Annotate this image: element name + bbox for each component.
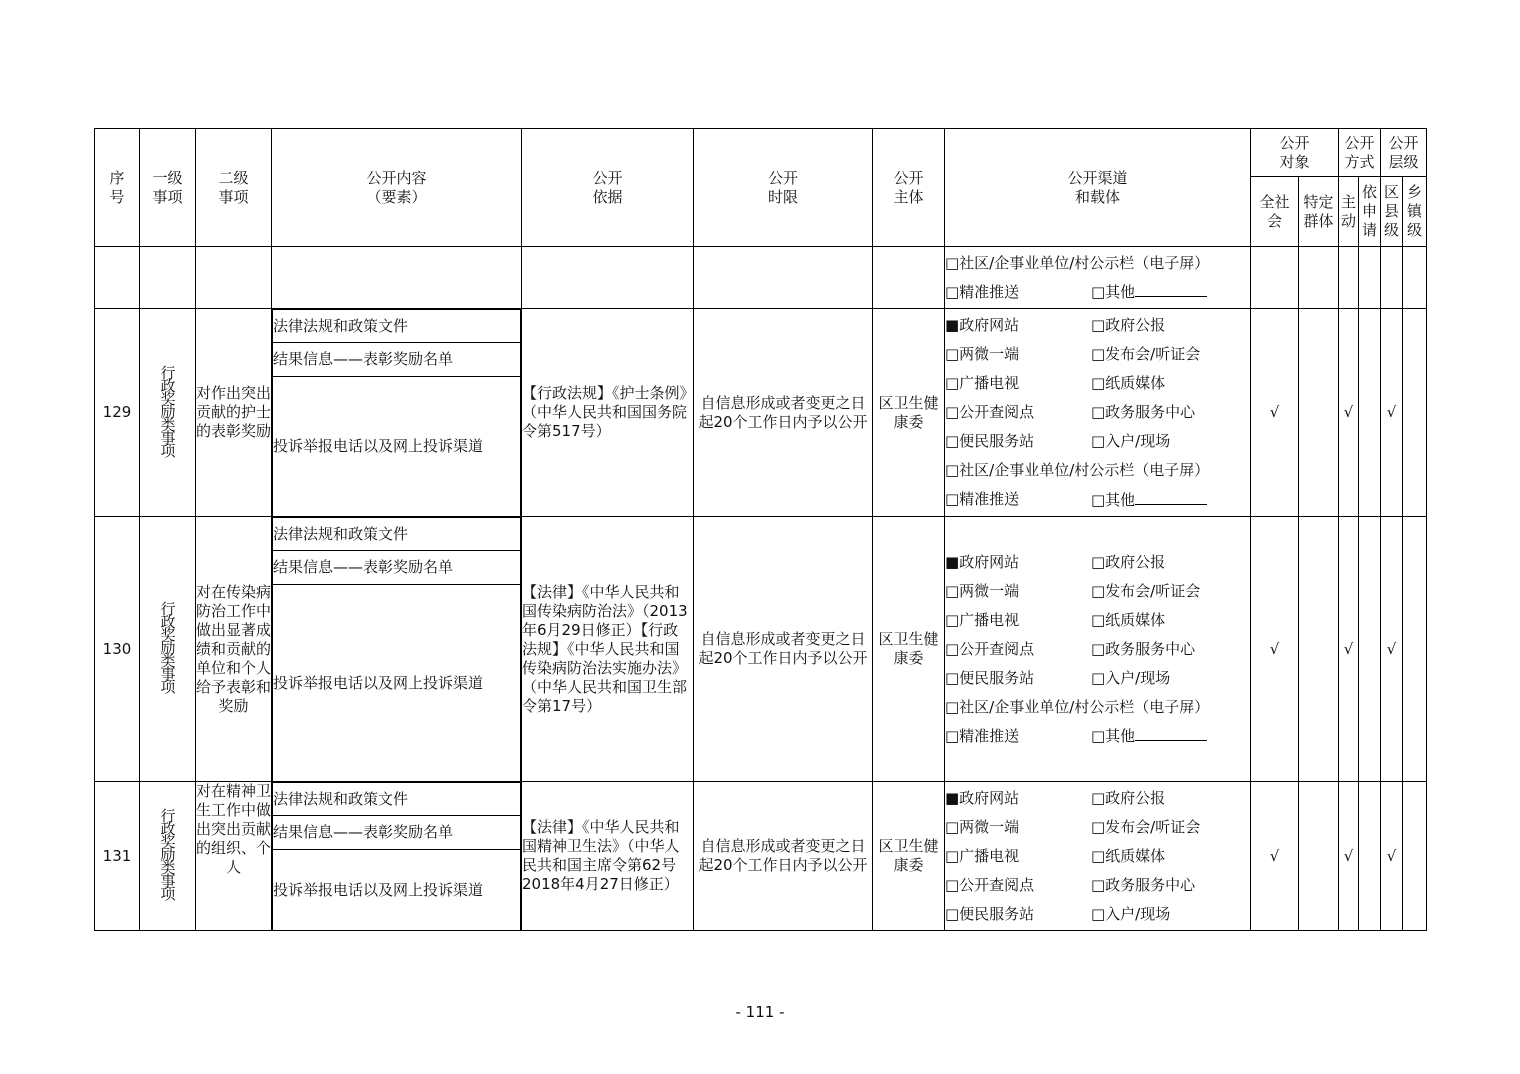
channel-option: □入户/现场 [1091, 668, 1171, 687]
subject-cell: 区卫生健康委 [873, 309, 945, 517]
blank-line [1135, 282, 1207, 297]
channel-option: □社区/企事业单位/村公示栏（电子屏） [945, 253, 1210, 272]
cell [272, 247, 522, 309]
table-row [95, 309, 1427, 517]
channel-option: □精准推送 [945, 490, 1020, 508]
level1-text: 行政奖励类事项 [158, 364, 177, 456]
basis-cell: 【行政法规】《护士条例》（中华人民共和国国务院令第517号） [522, 309, 694, 517]
level2-cell: 对在精神卫生工作中做出突出贡献的组织、个人 [196, 782, 272, 931]
channel-cell [945, 517, 1251, 782]
content-cell [272, 517, 522, 782]
level1-text: 行政奖励类事项 [158, 601, 177, 692]
header-row-top [95, 129, 1427, 177]
method-active-mark: √ [1339, 517, 1359, 782]
channel-option: □政府公报 [1091, 788, 1166, 807]
limit-cell: 自信息形成或者变更之日起20个工作日内予以公开 [694, 782, 873, 931]
header-subject: 公开主体 [873, 129, 945, 247]
header-object-specific: 特定群体 [1299, 177, 1339, 247]
channel-option: □发布会/听证会 [1091, 345, 1201, 363]
cell [140, 247, 196, 309]
content-item: 结果信息——表彰奖励名单 [273, 816, 521, 850]
channel-option: □纸质媒体 [1091, 610, 1166, 629]
method-request-mark [1359, 309, 1381, 517]
limit-cell: 自信息形成或者变更之日起20个工作日内予以公开 [694, 309, 873, 517]
channel-cell [945, 782, 1251, 931]
content-item: 投诉举报电话以及网上投诉渠道 [273, 377, 521, 517]
method-active-mark: √ [1339, 309, 1359, 517]
content-cell [272, 309, 522, 517]
channel-option: □社区/企事业单位/村公示栏（电子屏） [945, 461, 1210, 479]
seq-cell: 131 [95, 782, 140, 931]
channel-option: ■政府网站 [945, 316, 1020, 334]
blank-line [1135, 726, 1207, 741]
channel-option: □公开查阅点 [945, 639, 1035, 658]
method-request-mark [1359, 517, 1381, 782]
channel-option: □发布会/听证会 [1091, 817, 1201, 836]
content-item: 结果信息——表彰奖励名单 [273, 551, 521, 585]
level-county-mark: √ [1381, 309, 1403, 517]
content-item: 投诉举报电话以及网上投诉渠道 [273, 850, 521, 931]
level-town-mark [1403, 517, 1427, 782]
table-row [95, 782, 1427, 931]
channel-option: □入户/现场 [1091, 904, 1171, 923]
channel-option: □政府公报 [1091, 316, 1166, 334]
level1-cell [140, 782, 196, 931]
channel-cell [945, 309, 1251, 517]
channel-option: □纸质媒体 [1091, 374, 1166, 392]
level-county-mark: √ [1381, 782, 1403, 931]
header-channel: 公开渠道和载体 [945, 129, 1251, 247]
channel-option: □发布会/听证会 [1091, 581, 1201, 600]
channel-option: □入户/现场 [1091, 432, 1171, 450]
header-level: 公开层级 [1381, 129, 1427, 177]
content-cell [272, 782, 522, 931]
header-object: 公开对象 [1251, 129, 1339, 177]
cell [694, 247, 873, 309]
page-number: - 111 - [735, 1003, 785, 1021]
cell [873, 247, 945, 309]
header-seq: 序号 [95, 129, 140, 247]
content-item: 结果信息——表彰奖励名单 [273, 343, 521, 377]
object-specific-mark [1299, 309, 1339, 517]
object-specific-mark [1299, 782, 1339, 931]
content-item: 投诉举报电话以及网上投诉渠道 [273, 585, 521, 782]
cell [196, 247, 272, 309]
cell [1299, 247, 1339, 309]
cell [1403, 247, 1427, 309]
channel-option: □精准推送 [945, 726, 1020, 745]
cell [522, 247, 694, 309]
channel-option: □两微一端 [945, 817, 1020, 836]
cell [1359, 247, 1381, 309]
header-level1: 一级事项 [140, 129, 196, 247]
seq-cell: 129 [95, 309, 140, 517]
cell [1381, 247, 1403, 309]
channel-option: □便民服务站 [945, 432, 1035, 450]
content-item: 法律法规和政策文件 [273, 310, 521, 343]
channel-option: □纸质媒体 [1091, 846, 1166, 865]
channel-option: □其他 [1091, 727, 1136, 745]
header-level-county: 区县级 [1381, 177, 1403, 247]
level1-text: 行政奖励类事项 [158, 808, 177, 899]
channel-option: ■政府网站 [945, 552, 1020, 571]
level-town-mark [1403, 309, 1427, 517]
header-level-town: 乡镇级 [1403, 177, 1427, 247]
cell [1339, 247, 1359, 309]
subject-cell: 区卫生健康委 [873, 517, 945, 782]
channel-cell [945, 247, 1251, 309]
blank-line [1135, 490, 1207, 505]
basis-cell: 【法律】《中华人民共和国传染病防治法》（2013年6月29日修正）【行政法规】《中华人民共和国传染病防治法实施办法》（中华人民共和国卫生部令第17号） [522, 517, 694, 782]
channel-option: □便民服务站 [945, 904, 1035, 923]
method-active-mark: √ [1339, 782, 1359, 931]
channel-option: □社区/企事业单位/村公示栏（电子屏） [945, 697, 1210, 716]
content-item: 法律法规和政策文件 [273, 518, 521, 551]
channel-option: □精准推送 [945, 282, 1020, 301]
header-object-all: 全社会 [1251, 177, 1299, 247]
table-row [95, 517, 1427, 782]
level2-cell: 对在传染病防治工作中做出显著成绩和贡献的单位和个人给予表彰和奖励 [196, 517, 272, 782]
channel-option: □政务服务中心 [1091, 403, 1196, 421]
continuation-row [95, 247, 1427, 309]
object-specific-mark [1299, 517, 1339, 782]
channel-option: □政务服务中心 [1091, 639, 1196, 658]
object-all-mark: √ [1251, 782, 1299, 931]
channel-option: □便民服务站 [945, 668, 1035, 687]
object-all-mark: √ [1251, 517, 1299, 782]
channel-option: □政务服务中心 [1091, 875, 1196, 894]
content-item: 法律法规和政策文件 [273, 783, 521, 816]
channel-option: □广播电视 [945, 610, 1020, 629]
cell [1251, 247, 1299, 309]
level-county-mark: √ [1381, 517, 1403, 782]
header-limit: 公开时限 [694, 129, 873, 247]
header-method-active: 主动 [1339, 177, 1359, 247]
header-basis: 公开依据 [522, 129, 694, 247]
channel-option: □两微一端 [945, 581, 1020, 600]
basis-cell: 【法律】《中华人民共和国精神卫生法》（中华人民共和国主席令第62号 2018年4月27日修正） [522, 782, 694, 931]
level1-cell [140, 517, 196, 782]
subject-cell: 区卫生健康委 [873, 782, 945, 931]
level-town-mark [1403, 782, 1427, 931]
channel-option: □广播电视 [945, 846, 1020, 865]
level1-cell [140, 309, 196, 517]
channel-option: ■政府网站 [945, 788, 1020, 807]
channel-option: □其他 [1091, 490, 1136, 509]
channel-option: □政府公报 [1091, 552, 1166, 571]
limit-cell: 自信息形成或者变更之日起20个工作日内予以公开 [694, 517, 873, 782]
header-method-request: 依申请 [1359, 177, 1381, 247]
channel-option: □公开查阅点 [945, 875, 1035, 894]
channel-option: □两微一端 [945, 345, 1020, 363]
header-content: 公开内容 （要素） [272, 129, 522, 247]
object-all-mark: √ [1251, 309, 1299, 517]
seq-cell: 130 [95, 517, 140, 782]
cell [95, 247, 140, 309]
method-request-mark [1359, 782, 1381, 931]
channel-option: □其他 [1091, 283, 1136, 301]
header-level2: 二级事项 [196, 129, 272, 247]
channel-option: □广播电视 [945, 374, 1020, 392]
header-method: 公开方式 [1339, 129, 1381, 177]
disclosure-table [94, 128, 1427, 931]
level2-cell: 对作出突出贡献的护士的表彰奖励 [196, 309, 272, 517]
channel-option: □公开查阅点 [945, 403, 1035, 421]
